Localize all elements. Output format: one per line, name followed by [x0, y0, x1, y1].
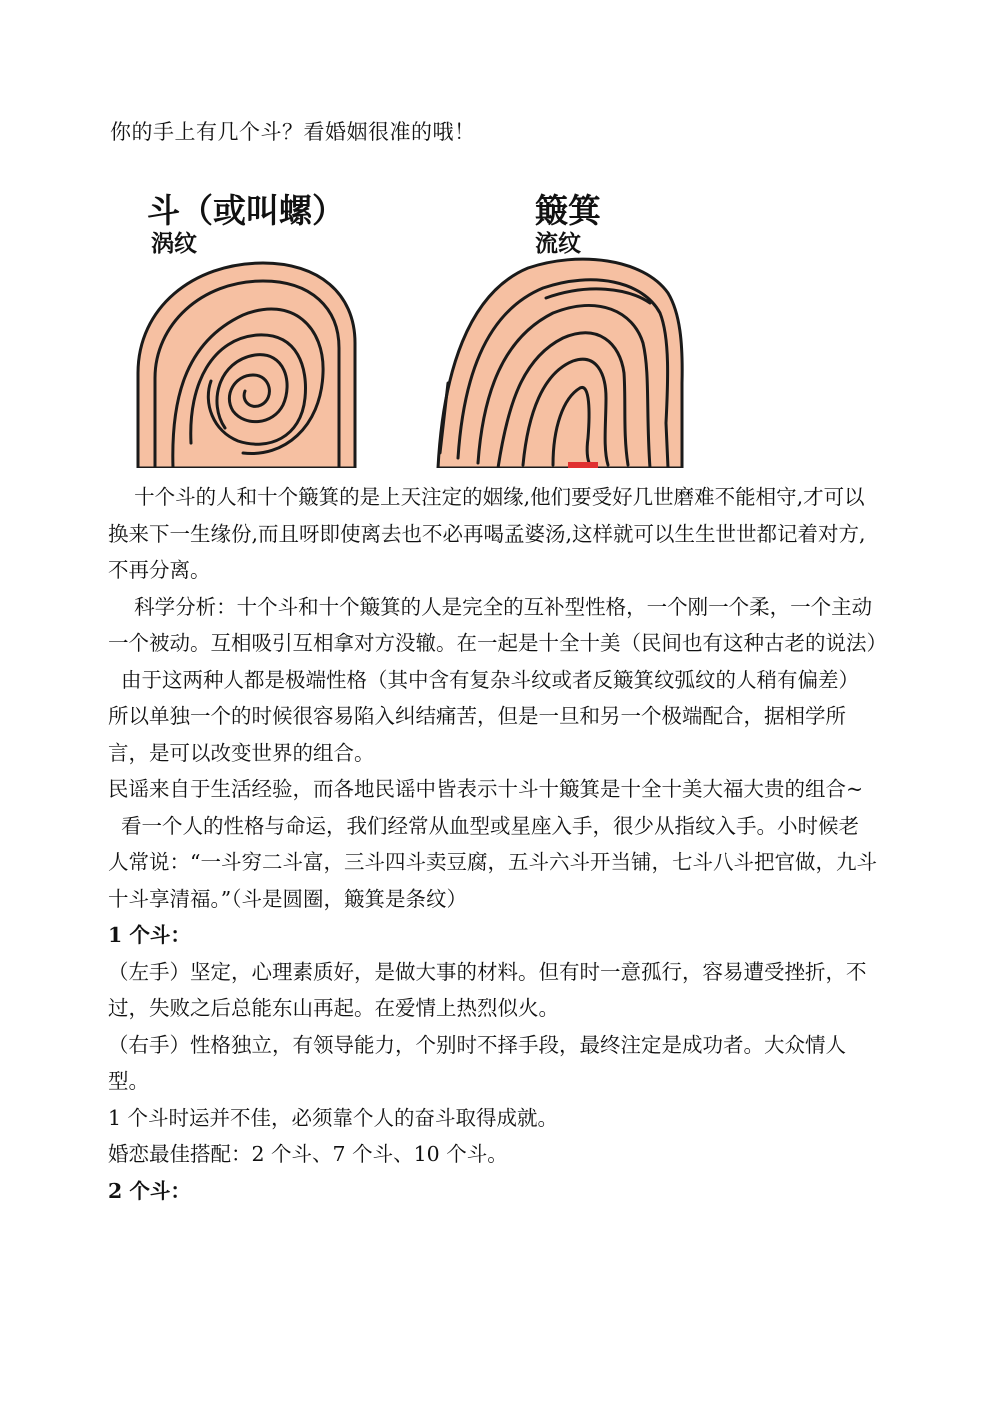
paragraph: 看一个人的性格与命运，我们经常从血型或星座入手，很少从指纹入手。小时候老人常说：“一斗穷二斗富，三斗四斗卖豆腐，五斗六斗开当铺，七斗八斗把官做，九斗十斗享清福。”（斗是圆圈，簸箕是条纹）	[108, 813, 877, 911]
loop-fingerprint-icon	[428, 253, 693, 468]
paragraph: 科学分析：十个斗和十个簸箕的人是完全的互补型性格，一个刚一个柔，一个主动一个被动。互相吸引互相拿对方没辙。在一起是十全十美（民间也有这种古老的说法）	[108, 594, 887, 655]
page-title: 你的手上有几个斗？看婚姻很准的哦！	[110, 120, 476, 144]
whorl-sublabel: 涡纹	[151, 231, 197, 257]
fingerprint-figure	[133, 183, 693, 468]
whorl-label: 斗（或叫螺）	[147, 191, 345, 230]
paragraph: 民谣来自于生活经验，而各地民谣中皆表示十斗十簸箕是十全十美大福大贵的组合~	[108, 777, 864, 801]
whorl-fingerprint-icon	[133, 253, 373, 468]
paragraph: （右手）性格独立，有领导能力，个别时不择手段，最终注定是成功者。大众情人型。	[108, 1032, 846, 1093]
paragraph: （左手）坚定，心理素质好，是做大事的材料。但有时一意孤行，容易遭受挫折，不过，失败之后总能东山再起。在爱情上热烈似火。	[108, 959, 867, 1020]
red-mark	[568, 462, 598, 468]
paragraph: 十个斗的人和十个簸箕的是上天注定的姻缘,他们要受好几世磨难不能相守,才可以换来下一生缘份,而且呀即使离去也不必再喝孟婆汤,这样就可以生生世世都记着对方,不再分离。	[108, 485, 866, 582]
loop-sublabel: 流纹	[535, 231, 581, 257]
section-heading: 1 个斗：	[108, 923, 191, 947]
paragraph: 婚恋最佳搭配：2 个斗、7 个斗、10 个斗。	[108, 1142, 508, 1166]
loop-label: 簸箕	[535, 191, 601, 230]
paragraph: 1 个斗时运并不佳，必须靠个人的奋斗取得成就。	[108, 1105, 559, 1130]
article-body	[108, 479, 887, 1209]
paragraph: 由于这两种人都是极端性格（其中含有复杂斗纹或者反簸箕纹弧纹的人稍有偏差）所以单独一个的时候很容易陷入纠结痛苦，但是一旦和另一个极端配合，据相学所言，是可以改变世界的组合。	[108, 667, 860, 765]
section-heading: 2 个斗：	[108, 1178, 191, 1203]
